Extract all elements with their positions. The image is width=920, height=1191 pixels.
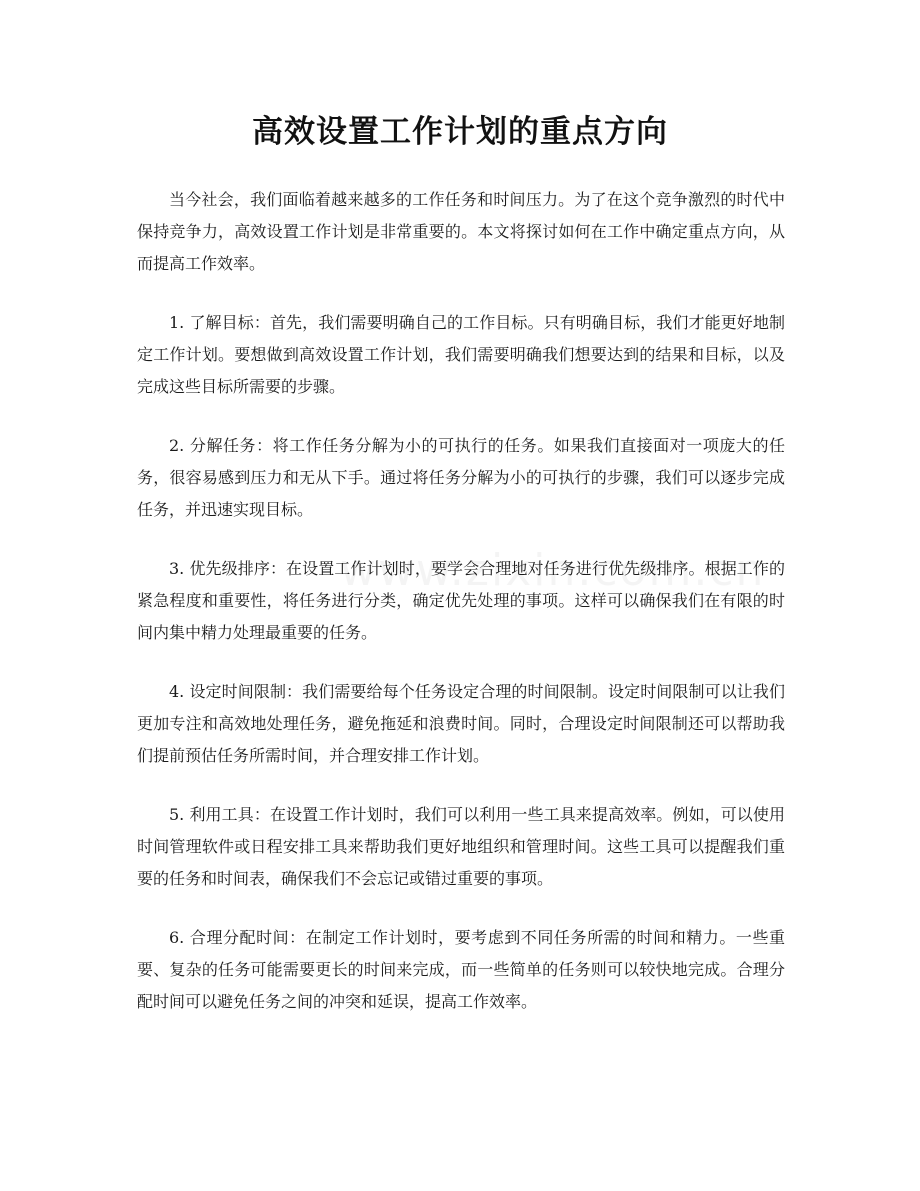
- section-time-limits: 4. 设定时间限制：我们需要给每个任务设定合理的时间限制。设定时间限制可以让我们更加专注和高效地处理任务，避免拖延和浪费时间。同时，合理设定时间限制还可以帮助我们提前预估任务所需时间，并合理安排工作计划。: [137, 682, 785, 765]
- section-break-down-tasks: 2. 分解任务：将工作任务分解为小的可执行的任务。如果我们直接面对一项庞大的任务，很容易感到压力和无从下手。通过将任务分解为小的可执行的步骤，我们可以逐步完成任务，并迅速实现目标。: [137, 436, 785, 519]
- document-body: [137, 184, 785, 1045]
- section-priority-sorting: 3. 优先级排序：在设置工作计划时，要学会合理地对任务进行优先级排序。根据工作的紧急程度和重要性，将任务进行分类，确定优先处理的事项。这样可以确保我们在有限的时间内集中精力处理最重要的任务。: [137, 559, 785, 642]
- section-allocate-time: 6. 合理分配时间：在制定工作计划时，要考虑到不同任务所需的时间和精力。一些重要、复杂的任务可能需要更长的时间来完成，而一些简单的任务则可以较快地完成。合理分配时间可以避免任务之间的冲突和延误，提高工作效率。: [137, 928, 785, 1011]
- section-use-tools: 5. 利用工具：在设置工作计划时，我们可以利用一些工具来提高效率。例如，可以使用时间管理软件或日程安排工具来帮助我们更好地组织和管理时间。这些工具可以提醒我们重要的任务和时间表，确保我们不会忘记或错过重要的事项。: [137, 805, 785, 888]
- section-understand-goals: 1. 了解目标：首先，我们需要明确自己的工作目标。只有明确目标，我们才能更好地制定工作计划。要想做到高效设置工作计划，我们需要明确我们想要达到的结果和目标，以及完成这些目标所需要的步骤。: [137, 313, 785, 396]
- document-title: 高效设置工作计划的重点方向: [252, 114, 668, 150]
- intro-paragraph: 当今社会，我们面临着越来越多的工作任务和时间压力。为了在这个竞争激烈的时代中保持竞争力，高效设置工作计划是非常重要的。本文将探讨如何在工作中确定重点方向，从而提高工作效率。: [137, 190, 785, 273]
